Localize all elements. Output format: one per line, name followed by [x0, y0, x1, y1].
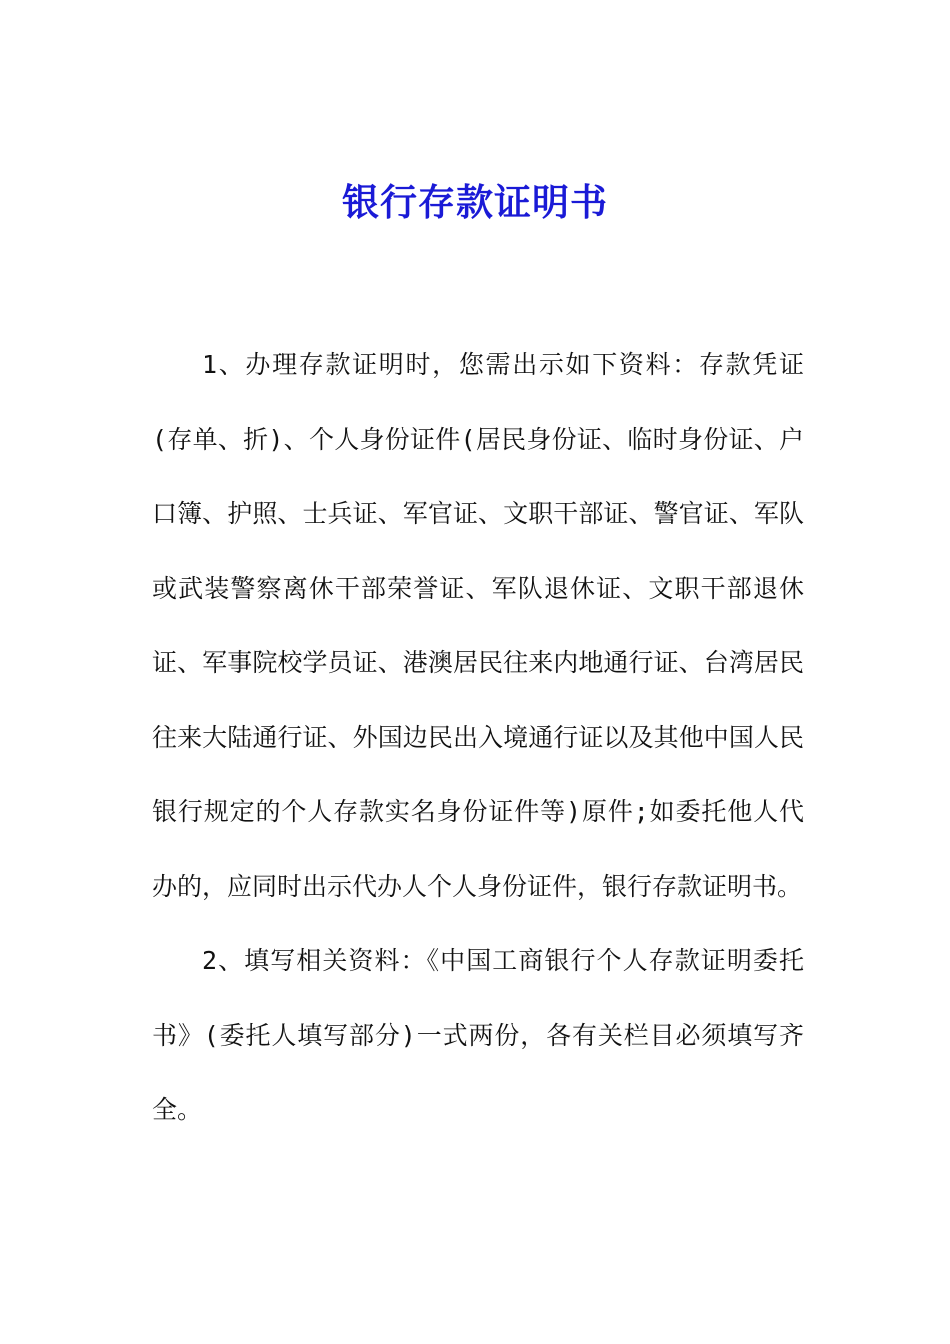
document-title: 银行存款证明书 [342, 180, 608, 224]
document-body [152, 328, 804, 1148]
paragraph-1: 1、办理存款证明时，您需出示如下资料：存款凭证(存单、折)、个人身份证件(居民身份证、临时身份证、户口簿、护照、士兵证、军官证、文职干部证、警官证、军队或武装警察离休干部荣誉证、军队退休证、文职干部退休证、军事院校学员证、港澳居民往来内地通行证、台湾居民往来大陆通行证、外国边民出入境通行证以及其他中国人民银行规定的个人存款实名身份证件等)原件;如委托他人代办的，应同时出示代办人个人身份证件，银行存款证明书。 [152, 350, 804, 901]
paragraph-2: 2、填写相关资料：《中国工商银行个人存款证明委托书》(委托人填写部分)一式两份，各有关栏目必须填写齐全。 [152, 946, 804, 1124]
